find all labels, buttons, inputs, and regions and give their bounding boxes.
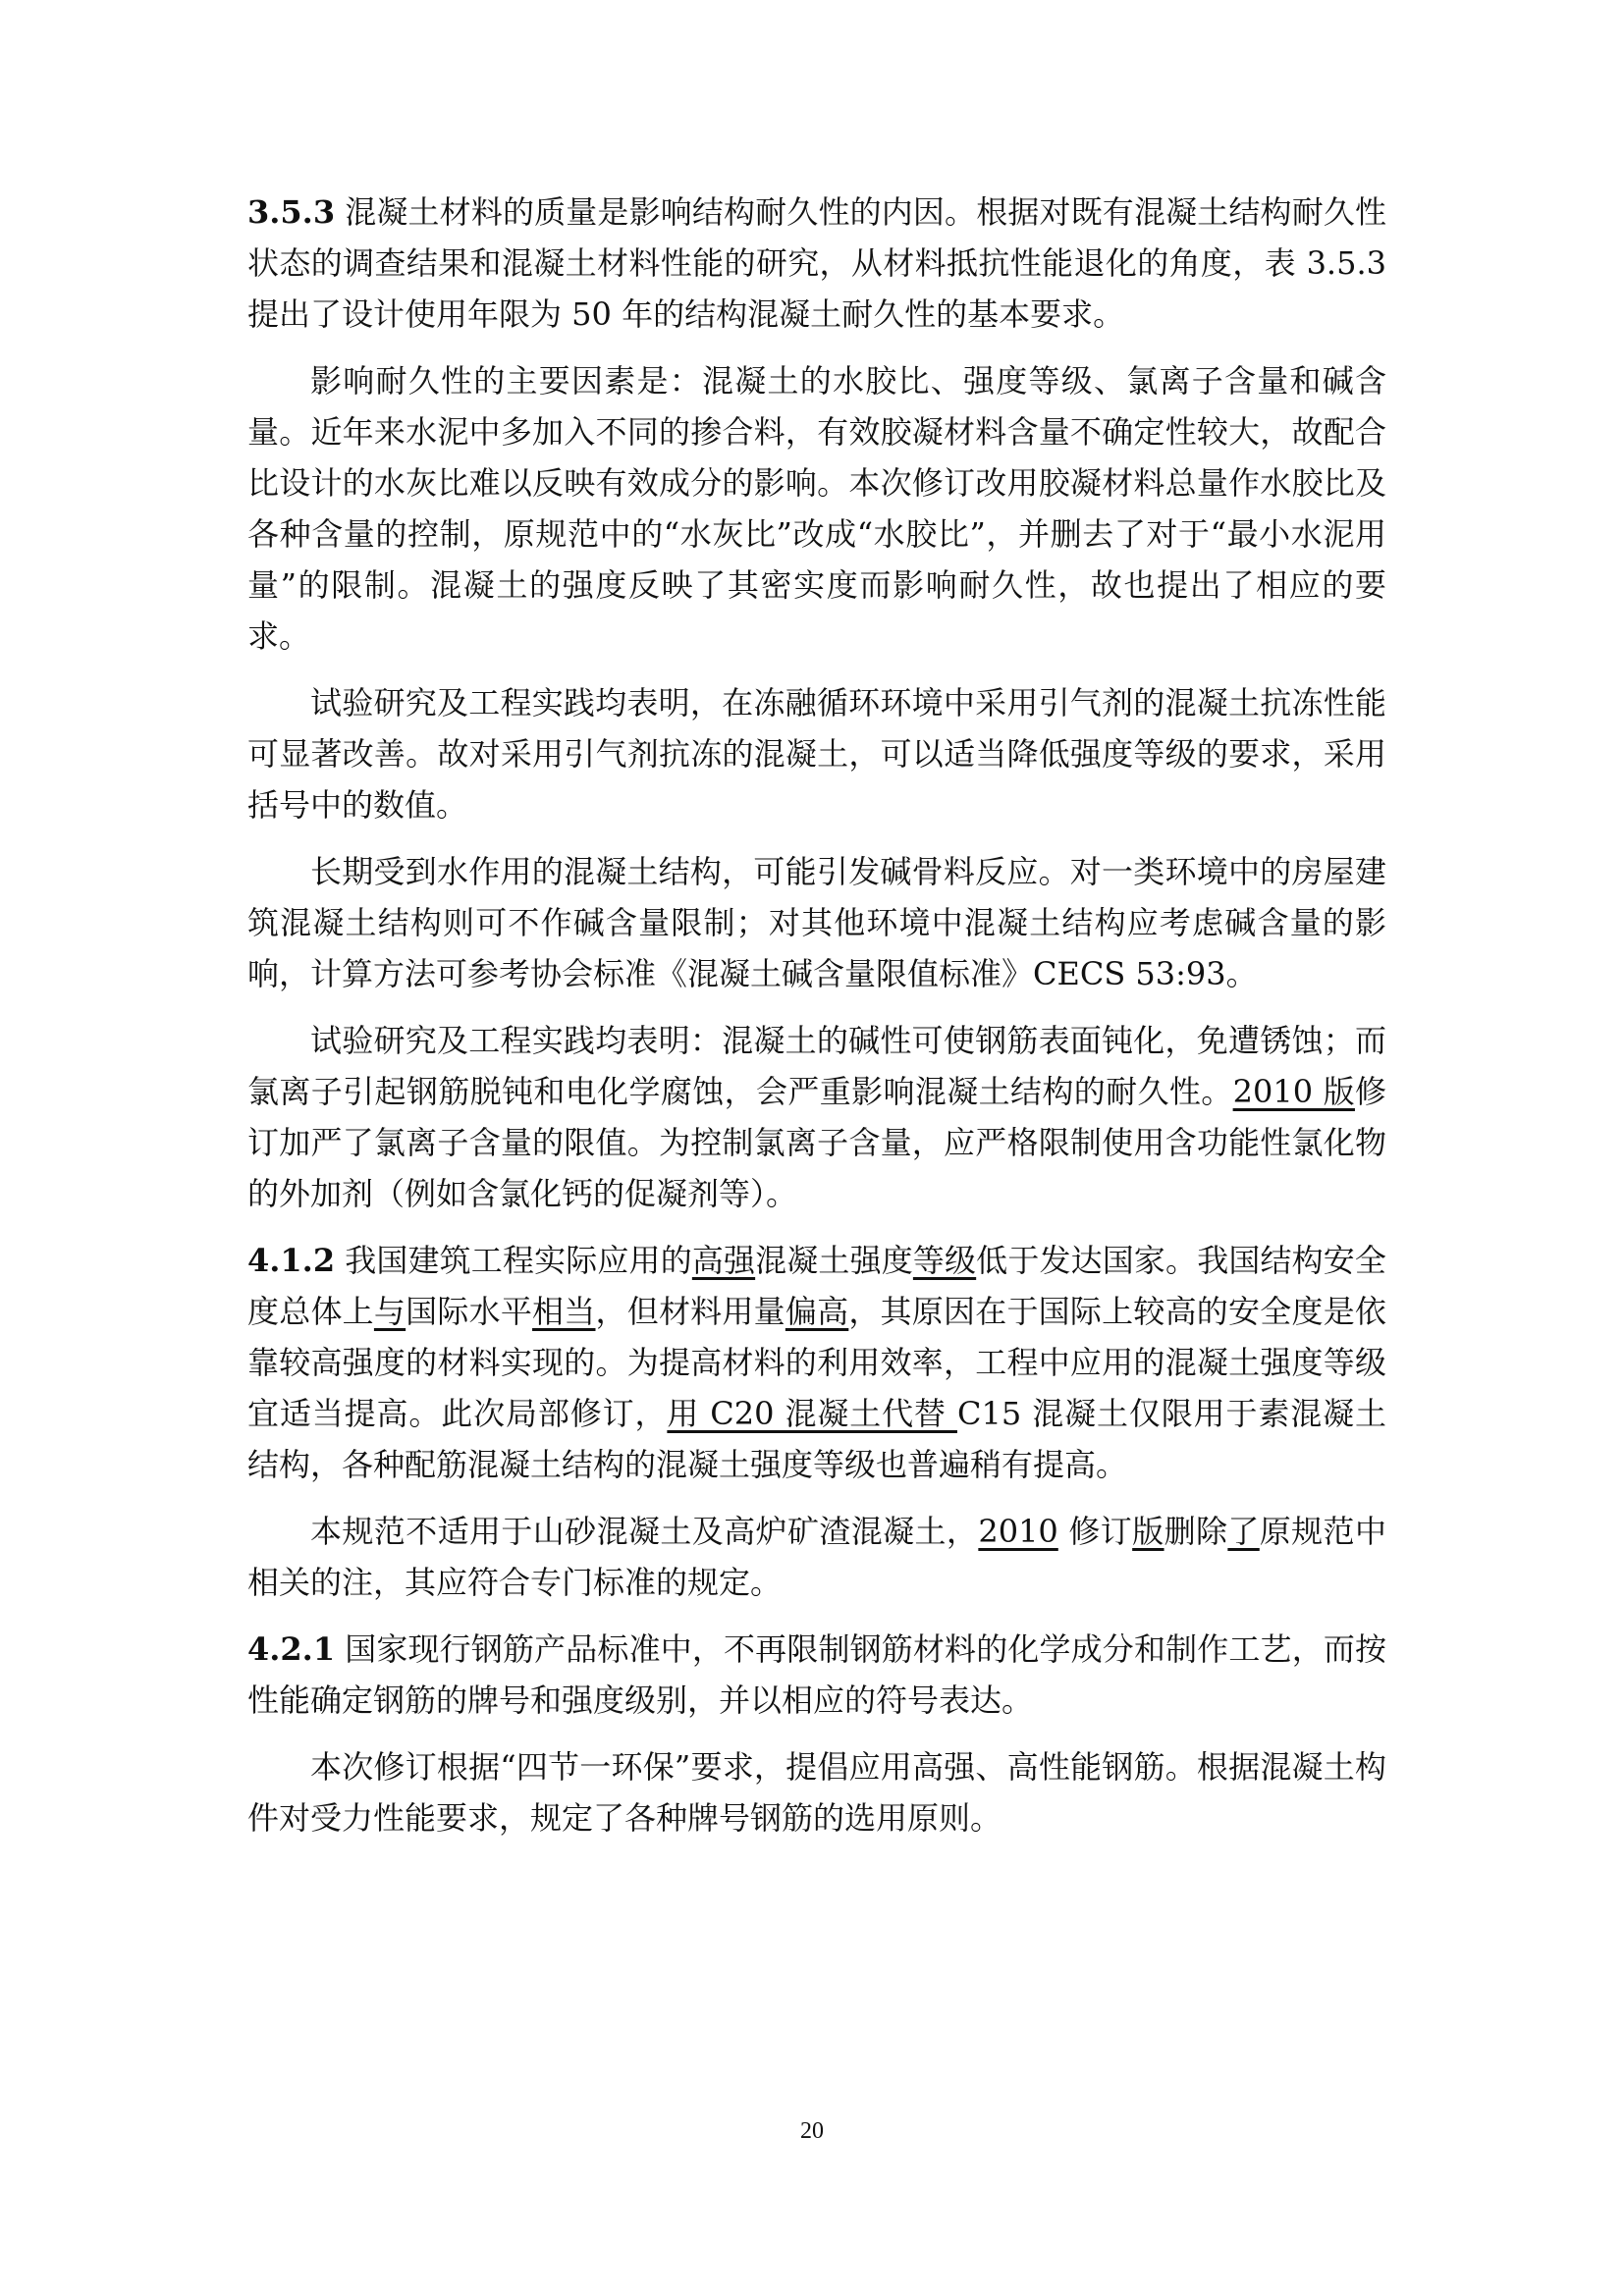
paragraph-text: ，其原因在于国际上较高的安全度是依靠较高强度的材料实现的。为提高材料的利用效率，工程中应用的混凝土强度等级宜适当提高。此次局部修订， bbox=[247, 1293, 1386, 1432]
paragraph-text: 本次修订根据“四节一环保”要求，提倡应用高强、高性能钢筋。根据混凝土构件对受力性能要求，规定了各种牌号钢筋的选用原则。 bbox=[247, 1748, 1386, 1837]
paragraph-p-factors bbox=[247, 355, 1386, 662]
paragraph-p-421 bbox=[247, 1624, 1386, 1726]
paragraph-p-353 bbox=[247, 187, 1386, 340]
paragraph-text: C15 混凝土仅限用于素混凝土结构，各种配筋混凝土结构的混凝土强度等级也普遍稍有提高。 bbox=[247, 1395, 1386, 1483]
paragraph-p-sand bbox=[247, 1506, 1386, 1608]
paragraph-text: 长期受到水作用的混凝土结构，可能引发碱骨料反应。对一类环境中的房屋建筑混凝土结构则可不作碱含量限制；对其他环境中混凝土结构应考虑碱含量的影响，计算方法可参考协会标准《混凝土碱含量限值标准》CECS 53:93。 bbox=[247, 853, 1386, 992]
paragraph-text: 混凝土材料的质量是影响结构耐久性的内因。根据对既有混凝土结构耐久性状态的调查结果和混凝土材料性能的研究，从材料抵抗性能退化的角度，表 3.5.3 提出了设计使用年限为 50 年的结构混凝土耐久性的基本要求。 bbox=[247, 193, 1386, 333]
page-number: 20 bbox=[800, 2118, 824, 2144]
underlined-text: 版 bbox=[1132, 1513, 1164, 1550]
underlined-text: 2010 bbox=[978, 1513, 1058, 1550]
paragraph-text: 试验研究及工程实践均表明：混凝土的碱性可使钢筋表面钝化，免遭锈蚀；而氯离子引起钢筋脱钝和电化学腐蚀，会严重影响混凝土结构的耐久性。 bbox=[247, 1022, 1386, 1110]
paragraph-text: 试验研究及工程实践均表明，在冻融循环环境中采用引气剂的混凝土抗冻性能可显著改善。故对采用引气剂抗冻的混凝土，可以适当降低强度等级的要求，采用括号中的数值。 bbox=[247, 684, 1386, 824]
underlined-text: 2010 版 bbox=[1232, 1073, 1355, 1110]
underlined-text: 了 bbox=[1227, 1513, 1260, 1550]
document-body bbox=[247, 187, 1386, 1859]
underlined-text: 与 bbox=[373, 1293, 406, 1330]
paragraph-text: 修订加严了氯离子含量的限值。为控制氯离子含量，应严格限制使用含功能性氯化物的外加剂（例如含氯化钙的促凝剂等）。 bbox=[247, 1073, 1386, 1212]
section-number: 3.5.3 bbox=[247, 193, 336, 231]
underlined-text: 用 C20 混凝土代替 bbox=[667, 1395, 957, 1432]
paragraph-p-freeze bbox=[247, 677, 1386, 830]
paragraph-text: 修订 bbox=[1057, 1513, 1133, 1550]
underlined-text: 相当 bbox=[532, 1293, 596, 1330]
paragraph-p-alkali bbox=[247, 846, 1386, 999]
paragraph-p-chloride bbox=[247, 1015, 1386, 1219]
underlined-text: 偏高 bbox=[785, 1293, 849, 1330]
paragraph-text: 我国建筑工程实际应用的 bbox=[345, 1242, 692, 1279]
paragraph-p-412 bbox=[247, 1235, 1386, 1490]
paragraph-text: 删除 bbox=[1164, 1513, 1228, 1550]
paragraph-text: 原规范中相关的注，其应符合专门标准的规定。 bbox=[247, 1513, 1386, 1601]
underlined-text: 等级 bbox=[912, 1242, 977, 1279]
paragraph-text: 影响耐久性的主要因素是：混凝土的水胶比、强度等级、氯离子含量和碱含量。近年来水泥中多加入不同的掺合料，有效胶凝材料含量不确定性较大，故配合比设计的水灰比难以反映有效成分的影响。本次修订改用胶凝材料总量作水胶比及各种含量的控制，原规范中的“水灰比”改成“水胶比”，并删去了对于“最小水泥用量”的限制。混凝土的强度反映了其密实度而影响耐久性，故也提出了相应的要求。 bbox=[247, 362, 1386, 655]
underlined-text: 高强 bbox=[691, 1242, 756, 1279]
paragraph-text: 本规范不适用于山砂混凝土及高炉矿渣混凝土， bbox=[310, 1513, 979, 1550]
paragraph-text: 混凝土强度 bbox=[755, 1242, 913, 1279]
section-number: 4.1.2 bbox=[247, 1242, 336, 1279]
paragraph-text: 低于发达国家。我国结构安全度总体上 bbox=[247, 1242, 1386, 1330]
paragraph-text: 国家现行钢筋产品标准中，不再限制钢筋材料的化学成分和制作工艺，而按性能确定钢筋的牌号和强度级别，并以相应的符号表达。 bbox=[247, 1630, 1386, 1719]
paragraph-list bbox=[247, 187, 1386, 1843]
paragraph-p-rebar bbox=[247, 1741, 1386, 1843]
paragraph-text: 国际水平 bbox=[406, 1293, 533, 1330]
section-number: 4.2.1 bbox=[247, 1630, 336, 1668]
paragraph-text: ，但材料用量 bbox=[595, 1293, 785, 1330]
